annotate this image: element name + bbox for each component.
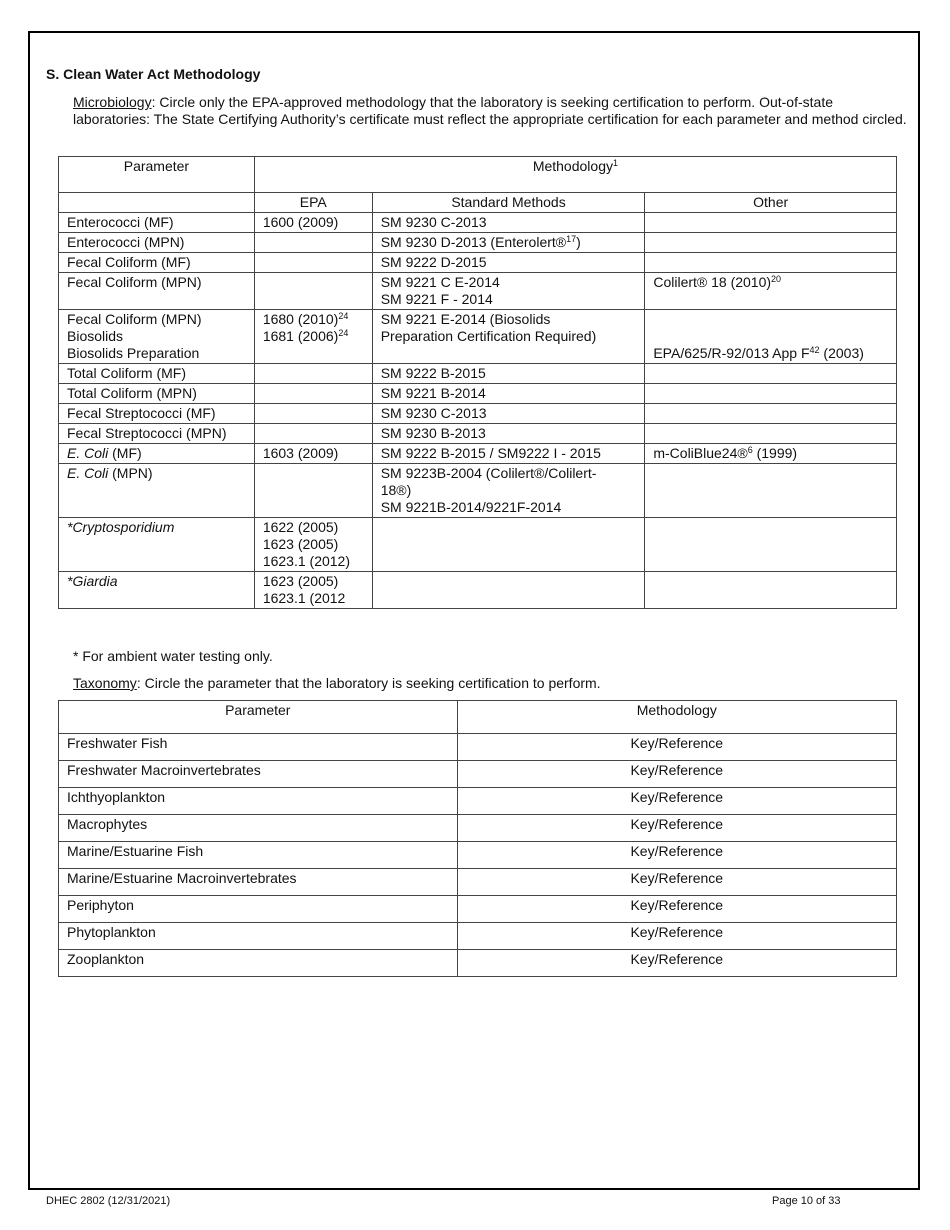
param-cell: Fecal Streptococci (MPN): [59, 424, 255, 444]
sm-cell: SM 9230 C-2013: [372, 404, 645, 424]
table-row: [59, 384, 897, 404]
sm-cell: SM 9222 B-2015: [372, 364, 645, 384]
header-methodology: Methodology$^1$: [254, 157, 896, 193]
table-row: [59, 518, 897, 572]
other-cell: m-ColiBlue24®$^6$ (1999): [645, 444, 897, 464]
table-row: [59, 424, 897, 444]
epa-cell: [254, 364, 372, 384]
tax-param-cell: Periphyton: [59, 896, 458, 923]
table-row: [59, 923, 897, 950]
param-cell: Fecal Coliform (MPN) Biosolids Biosolids Preparation: [59, 310, 255, 364]
tax-param-cell: Freshwater Macroinvertebrates: [59, 761, 458, 788]
other-cell: [645, 424, 897, 444]
sm-cell: SM 9230 D-2013 (Enterolert®$^{17}$): [372, 233, 645, 253]
param-cell: E. Coli (MF): [59, 444, 255, 464]
epa-cell: 1680 $(2010)^{24}$ 1681 $(2006)^{24}$: [254, 310, 372, 364]
header-parameter: Parameter: [59, 157, 255, 193]
table-row: [59, 572, 897, 609]
epa-cell: [254, 404, 372, 424]
param-cell: Total Coliform (MPN): [59, 384, 255, 404]
tax-param-cell: Phytoplankton: [59, 923, 458, 950]
other-cell: [645, 364, 897, 384]
other-cell: [645, 572, 897, 609]
sm-cell: SM 9223B-2004 (Colilert®/Colilert- 18®) SM 9221B-2014/9221F-2014: [372, 464, 645, 518]
sm-cell: SM 9230 B-2013: [372, 424, 645, 444]
epa-cell: 1600 (2009): [254, 213, 372, 233]
sm-cell: SM 9221 C E-2014 SM 9221 F - 2014: [372, 273, 645, 310]
taxonomy-table: [58, 700, 897, 977]
form-id: DHEC 2802 (12/31/2021): [46, 1195, 171, 1207]
other-cell: [645, 384, 897, 404]
tax-param-cell: Macrophytes: [59, 815, 458, 842]
section-title: S. Clean Water Act Methodology: [46, 66, 261, 82]
footnote-ref: 1: [612, 158, 618, 168]
tax-method-cell: Key/Reference: [457, 896, 896, 923]
table-row: [59, 444, 897, 464]
tax-method-cell: Key/Reference: [457, 950, 896, 977]
epa-cell: 1603 (2009): [254, 444, 372, 464]
table-row: [59, 364, 897, 384]
sm-cell: [372, 518, 645, 572]
sm-cell: SM 9221 E-2014 (Biosolids Preparation Certification Required): [372, 310, 645, 364]
epa-cell: [254, 464, 372, 518]
epa-cell: [254, 424, 372, 444]
epa-cell: [254, 233, 372, 253]
tax-param-cell: Marine/Estuarine Fish: [59, 842, 458, 869]
table-row: [59, 761, 897, 788]
tax-param-cell: Marine/Estuarine Macroinvertebrates: [59, 869, 458, 896]
other-cell: [645, 233, 897, 253]
epa-cell: [254, 253, 372, 273]
param-cell: E. Coli (MPN): [59, 464, 255, 518]
param-cell: Fecal Coliform (MPN): [59, 273, 255, 310]
table-row: [59, 842, 897, 869]
tax-method-cell: Key/Reference: [457, 869, 896, 896]
tax-param-cell: Zooplankton: [59, 950, 458, 977]
epa-cell: [254, 384, 372, 404]
tax-header-parameter: Parameter: [59, 701, 458, 734]
tax-method-cell: Key/Reference: [457, 815, 896, 842]
param-cell: Fecal Coliform (MF): [59, 253, 255, 273]
table-row: [59, 734, 897, 761]
table-row: [59, 213, 897, 233]
table-row: [59, 896, 897, 923]
other-cell: [645, 518, 897, 572]
table-row: [59, 404, 897, 424]
epa-cell: 1623 (2005) 1623.1 (2012: [254, 572, 372, 609]
microbiology-instructions-text: : Circle only the EPA-approved methodology that the laboratory is seeking certification to perform. Out-of-state laboratories: The State Certifying Authority’s certificate must reflect the appropriate certification for each parameter and method circled.: [73, 94, 907, 127]
tax-method-cell: Key/Reference: [457, 734, 896, 761]
page-number: Page 10 of 33: [772, 1195, 841, 1207]
tax-method-cell: Key/Reference: [457, 788, 896, 815]
param-cell: Total Coliform (MF): [59, 364, 255, 384]
table-row: [59, 310, 897, 364]
table-row: [59, 869, 897, 896]
table-subheader-row: [59, 193, 897, 213]
tax-method-cell: Key/Reference: [457, 923, 896, 950]
header-other: Other: [645, 193, 897, 213]
taxonomy-header-row: [59, 701, 897, 734]
epa-cell: [254, 273, 372, 310]
table-row: [59, 233, 897, 253]
other-cell: Colilert® 18 $(2010)^{20}$: [645, 273, 897, 310]
table-row: [59, 815, 897, 842]
other-cell: [645, 404, 897, 424]
table-row: [59, 788, 897, 815]
microbiology-instructions: [73, 94, 908, 128]
tax-method-cell: Key/Reference: [457, 842, 896, 869]
sm-cell: SM 9222 D-2015: [372, 253, 645, 273]
other-cell: [645, 213, 897, 233]
tax-method-cell: Key/Reference: [457, 761, 896, 788]
table-header-row: [59, 157, 897, 193]
taxonomy-heading: Taxonomy: [73, 675, 137, 691]
tax-param-cell: Freshwater Fish: [59, 734, 458, 761]
param-cell: *Cryptosporidium: [59, 518, 255, 572]
other-cell: [645, 464, 897, 518]
param-cell: *Giardia: [59, 572, 255, 609]
header-epa: EPA: [254, 193, 372, 213]
sm-cell: SM 9222 B-2015 / SM9222 I - 2015: [372, 444, 645, 464]
table-row: [59, 464, 897, 518]
other-cell: [645, 253, 897, 273]
table-row: [59, 950, 897, 977]
header-standard-methods: Standard Methods: [372, 193, 645, 213]
header-blank: [59, 193, 255, 213]
taxonomy-instructions-text: : Circle the parameter that the laboratory is seeking certification to perform.: [136, 675, 601, 691]
ambient-footnote: * For ambient water testing only.: [73, 648, 273, 664]
tax-header-methodology: Methodology: [457, 701, 896, 734]
other-cell: EPA/625/R-92/013 App $F^{42}$ (2003): [645, 310, 897, 364]
param-cell: Enterococci (MF): [59, 213, 255, 233]
sm-cell: SM 9221 B-2014: [372, 384, 645, 404]
param-cell: Enterococci (MPN): [59, 233, 255, 253]
table-row: [59, 273, 897, 310]
microbiology-heading: Microbiology: [73, 94, 152, 110]
param-cell: Fecal Streptococci (MF): [59, 404, 255, 424]
sm-cell: SM 9230 C-2013: [372, 213, 645, 233]
sm-cell: [372, 572, 645, 609]
taxonomy-instructions: [73, 675, 601, 691]
epa-cell: 1622 (2005) 1623 (2005) 1623.1 (2012): [254, 518, 372, 572]
table-row: [59, 253, 897, 273]
microbiology-table: [58, 156, 897, 609]
tax-param-cell: Ichthyoplankton: [59, 788, 458, 815]
